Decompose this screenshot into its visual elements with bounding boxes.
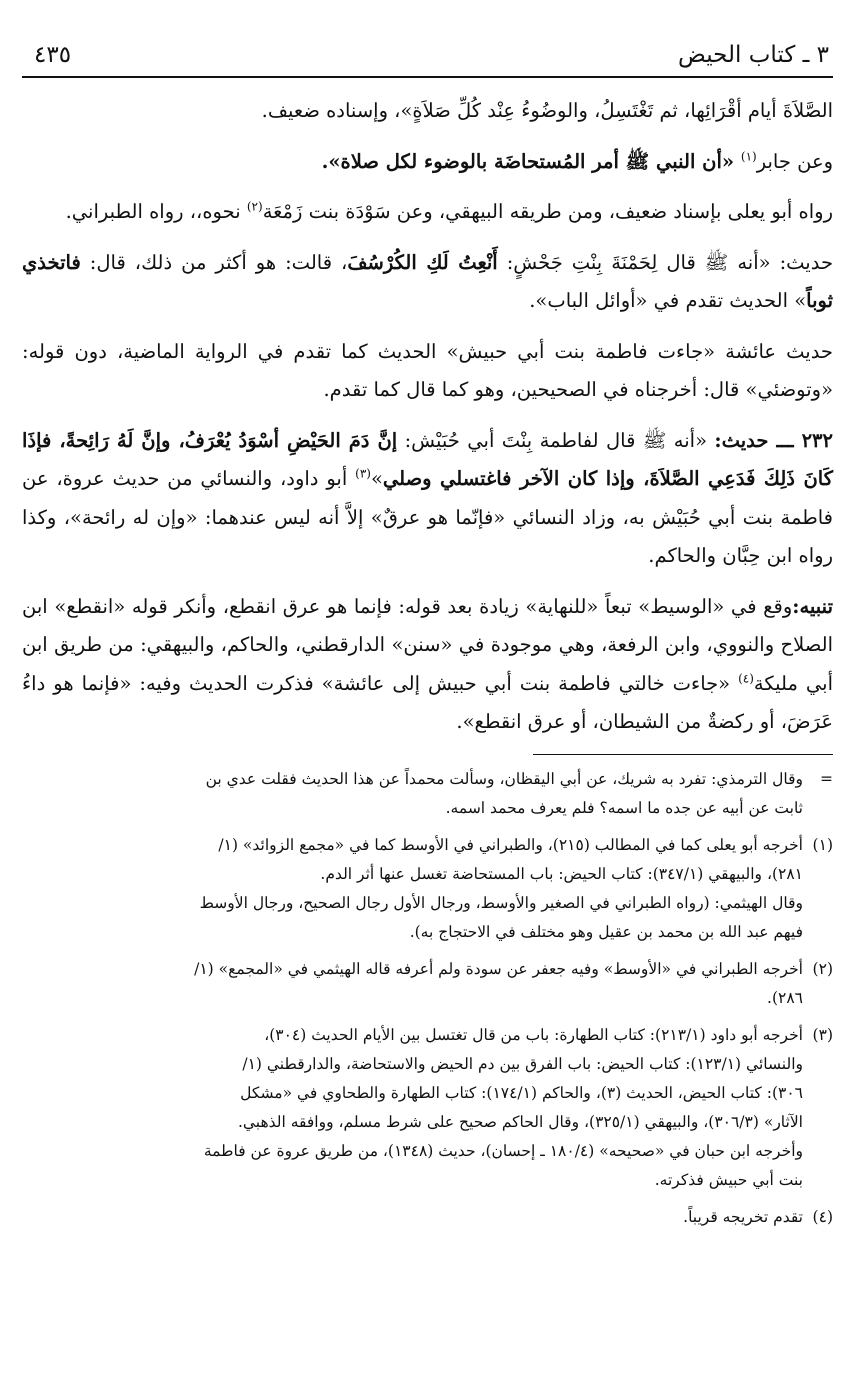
paragraph-2-text-b: «أن النبي ﷺ أمر المُستحاضَة بالوضوء لكل صلاة».: [321, 149, 741, 173]
paragraph-4-text-a: حديث: «أنه ﷺ قال لِحَمْنَةَ بِنْتِ جَحْشٍ:: [497, 250, 834, 274]
paragraph-3-text-a: رواه أبو يعلى بإسناد ضعيف، ومن طريقه البيهقي، وعن سَوْدَة بنت زَمْعَة: [262, 200, 833, 223]
footnote-number: (٣): [812, 1025, 833, 1044]
footnote-line: ٢٨٦).: [767, 988, 803, 1007]
paragraph-2: [22, 143, 833, 182]
paragraph-6: [22, 422, 833, 576]
footnote-line: ثابت عن أبيه عن جده ما اسمه؟ فلم يعرف محمد اسمه.: [445, 798, 803, 817]
paragraph-4-text-b: ، قالت: هو أكثر من ذلك، قال:: [80, 250, 348, 274]
footnote-line: ٢٨١)، والبيهقي (٣٤٧/١): كتاب الحيض: باب المستحاضة تغسل عنها أثر الدم.: [320, 864, 803, 883]
footnote-ref-4: (٤): [738, 671, 754, 685]
footnote-line: الآثار» (٣٠٦/٣)، والبيهقي (٣٢٥/١)، وقال الحاكم صحيح على شرط مسلم، ووافقه الذهبي.: [237, 1112, 803, 1131]
hadith-number: ٢٣٢ ـــ حديث:: [714, 428, 833, 452]
paragraph-6-text-b: »: [370, 467, 383, 490]
paragraph-4-bold-1: أَنْعِتُ لَكِ الكُرْسُفَ: [347, 250, 498, 274]
footnote-line: وقال الترمذي: تفرد به شريك، عن أبي اليقظان، وسألت محمداً عن هذا الحديث فقلت عدي بن: [205, 769, 803, 788]
note-label: تنبيه:: [792, 594, 833, 618]
footnote-text: [22, 765, 803, 823]
footnote: [22, 955, 833, 1013]
footnote-ref-2: (٢): [246, 199, 263, 214]
footnote-line: ٣٠٦): كتاب الحيض، الحديث (٣)، والحاكم (١٧٤/١): كتاب الطهارة والطحاوي في «مشكل: [240, 1083, 803, 1102]
paragraph-3-text-b: نحوه،، رواه الطبراني.: [65, 200, 247, 223]
footnotes: [22, 765, 833, 1232]
footnote: [22, 831, 833, 947]
page-header: [22, 40, 833, 78]
paragraph-6-text-a: «أنه ﷺ قال لفاطمة بِنْتَ أبي حُبَيْش:: [397, 428, 715, 452]
section-title: ٣ ـ كتاب الحيض: [678, 42, 829, 68]
footnote: [22, 765, 833, 823]
paragraph-5: [22, 333, 833, 410]
footnote: [22, 1203, 833, 1232]
footnote-number: (١): [812, 835, 833, 854]
paragraph-1: [22, 92, 833, 131]
footnote-text: [22, 1021, 803, 1195]
paragraph-6-bold: إنَّ دَمَ الحَيْضِ أسْوَدُ يُعْرَفُ، وإنَّ لَهُ رَائِحةً، فإذَا كَانَ ذَلِكَ فَدَعِي الصَّلاَةَ، وإذا كان الآخر فاغتسلي وصلي: [22, 428, 833, 490]
footnote-line: بنت أبي حبيش فذكرته.: [654, 1170, 803, 1189]
paragraph-7-text-a: وقع في «الوسيط» تبعاً «للنهاية» زيادة بعد قوله: فإنما هو عرق انقطع، وأنكر قوله «انقطع» ابن الصلاح والنووي، وابن الرفعة، وهي موجودة في «سنن» الدارقطني، والحاكم، والبيهقي: من طريق ابن أبي مليكة: [22, 594, 833, 695]
paragraph-6-text-c: أبو داود، والنسائي من حديث عروة، عن فاطمة بنت أبي حُبَيْش به، وزاد النسائي «فإنّما هو عرقٌ» إلاَّ أنه ليس عندهما: «وإن له رائحة»، وكذا رواه ابن حِبَّان والحاكم.: [22, 467, 833, 567]
footnote-line: وقال الهيثمي: (رواه الطبراني في الصغير والأوسط، ورجال الأول رجال الصحيح، ورجال الأوسط: [199, 893, 803, 912]
footnote-line: فيهم عبد الله بن محمد بن عقيل وهو مختلف في الاحتجاج به).: [409, 922, 803, 941]
footnote-line: تقدم تخريجه قريباً.: [683, 1207, 803, 1226]
footnote-ref-1: (١): [740, 149, 757, 163]
footnote-line: والنسائي (١٢٣/١): كتاب الحيض: باب الفرق بين دم الحيض والاستحاضة، والدارقطني (١/: [242, 1054, 803, 1073]
paragraph-5-text: حديث عائشة «جاءت فاطمة بنت أبي حبيش» الحديث كما تقدم في الرواية الماضية، دون قوله: «وتوضئي» قال: أخرجناه في الصحيحين، وهو كما قال كما تقدم.: [22, 339, 833, 401]
footnote-line: أخرجه الطبراني في «الأوسط» وفيه جعفر عن سودة ولم أعرفه قاله الهيثمي في «المجمع» (١/: [194, 959, 803, 978]
paragraph-7-text-b: «جاءت خالتي فاطمة بنت أبي حبيش إلى عائشة» فذكرت الحديث وفيه: «فإنما هو داءُ عَرَضَ، أو ركضةٌ من الشيطان، أو عرق انقطع».: [22, 671, 833, 733]
footnote-line: أخرجه أبو يعلى كما في المطالب (٢١٥)، والطبراني في الأوسط كما في «مجمع الزوائد» (١/: [218, 835, 803, 854]
paragraph-4: [22, 244, 833, 321]
footnote-text: [22, 955, 803, 1013]
main-text: [22, 92, 833, 742]
page-number: ٤٣٥: [34, 42, 72, 68]
footnote-text: [22, 1203, 803, 1232]
footnote-line: أخرجه أبو داود (٢١٣/١): كتاب الطهارة: باب من قال تغتسل بين الأيام الحديث (٣٠٤)،: [264, 1025, 803, 1044]
paragraph-4-text-c: » الحديث تقدم في «أوائل الباب».: [529, 289, 807, 312]
footnote-number: (٤): [812, 1207, 833, 1226]
footnote-number: =: [820, 769, 833, 788]
footnote: [22, 1021, 833, 1195]
footnote-number: (٢): [812, 959, 833, 978]
paragraph-2-text-a: وعن جابر: [756, 149, 833, 173]
paragraph-7: [22, 588, 833, 742]
paragraph-4-bold-2: فاتخذي ثوباً: [22, 250, 833, 312]
footnote-divider: [533, 754, 833, 755]
paragraph-1-text: الصَّلاَةَ أيام أقْرَائِها، ثم تَغْتَسِلُ، والوضُوءُ عِنْد كُلِّ صَلاَةٍ»، وإسناده ضعيف.: [261, 99, 833, 122]
footnote-text: [22, 831, 803, 947]
paragraph-3: [22, 193, 833, 232]
footnote-line: وأخرجه ابن حبان في «صحيحه» (١٨٠/٤ ـ إحسان)، حديث (١٣٤٨)، من طريق عروة عن فاطمة: [203, 1141, 803, 1160]
footnote-ref-3: (٣): [355, 466, 371, 481]
